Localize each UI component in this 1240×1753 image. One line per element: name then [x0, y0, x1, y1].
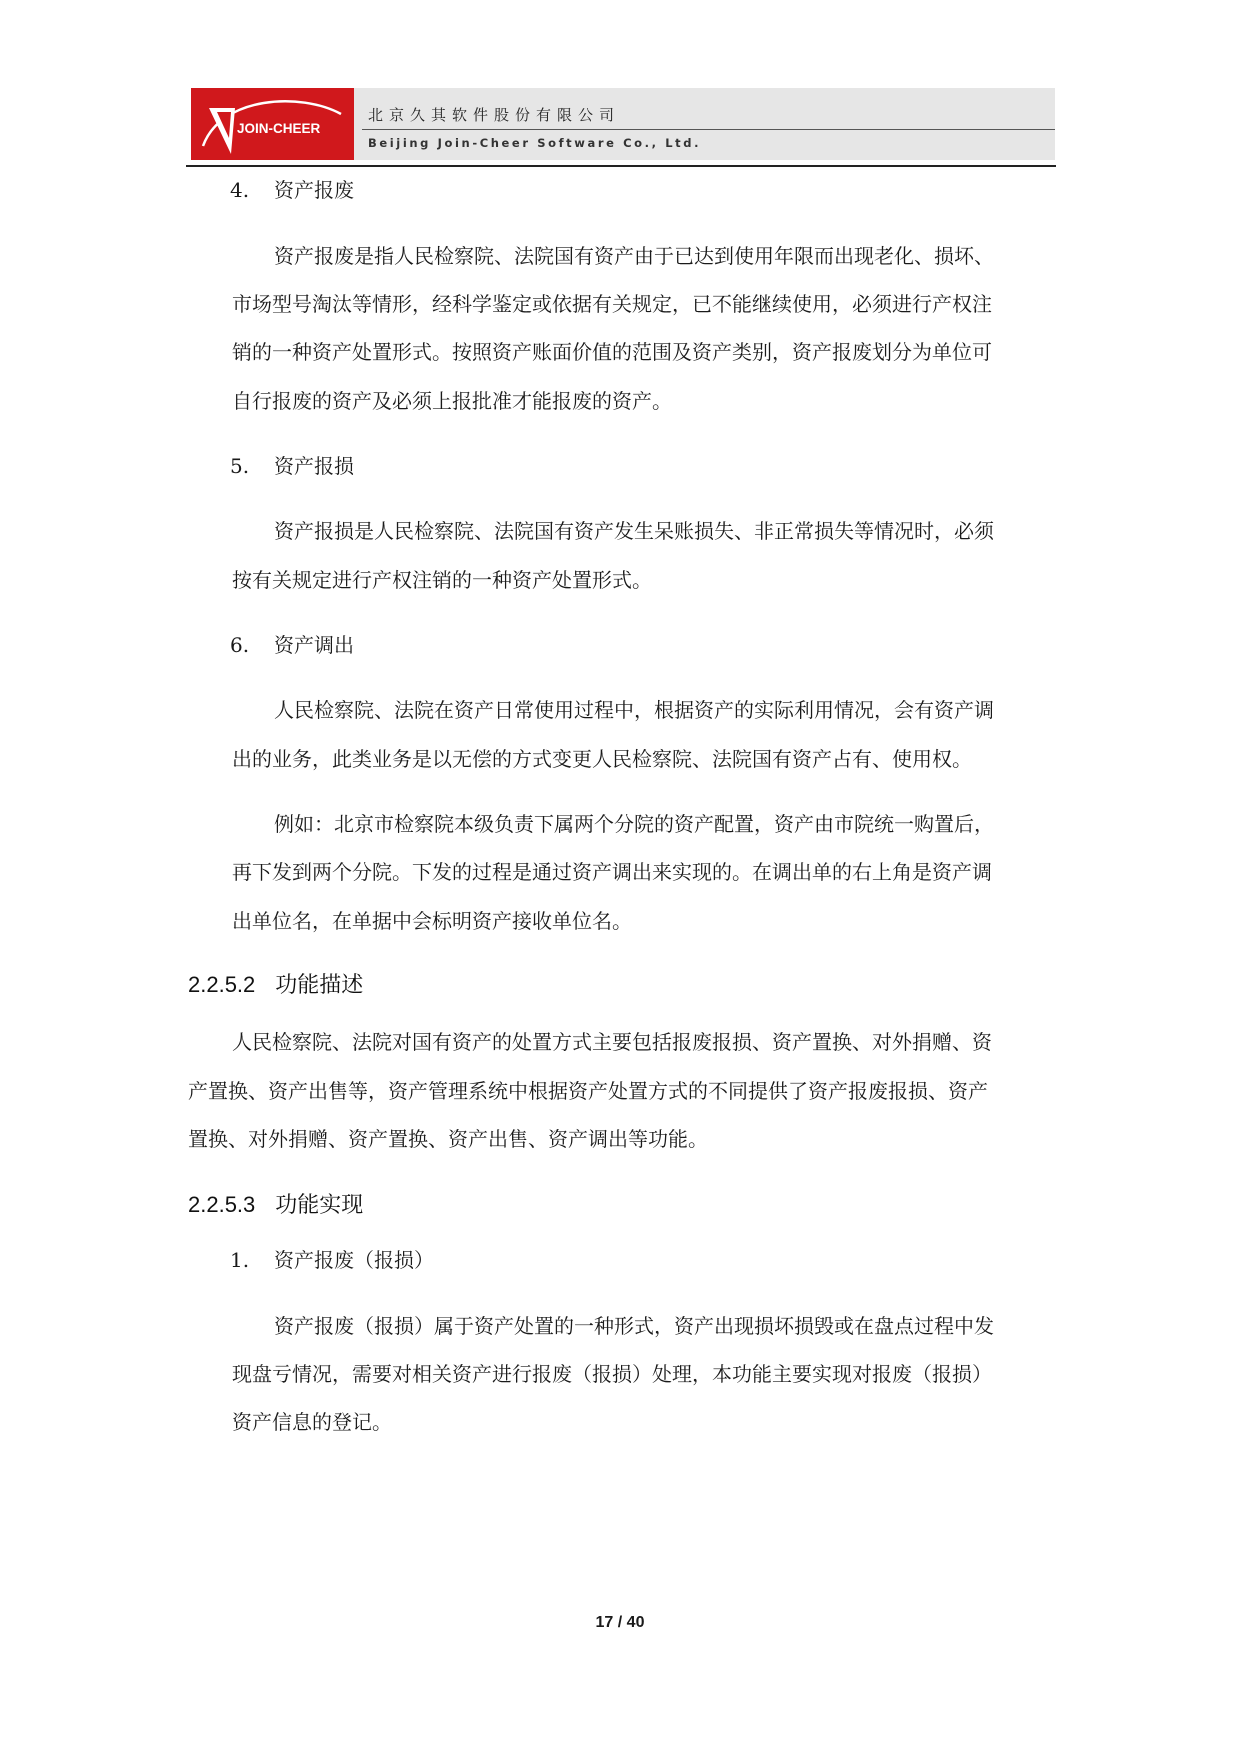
paragraph-line: 出的业务，此类业务是以无偿的方式变更人民检察院、法院国有资产占有、使用权。: [232, 747, 972, 771]
paragraph-line: 人民检察院、法院在资产日常使用过程中，根据资产的实际利用情况，会有资产调: [274, 698, 994, 722]
company-name-english: Beijing Join-Cheer Software Co., Ltd.: [368, 136, 702, 150]
item-number: 5.: [230, 454, 250, 478]
paragraph-line: 自行报废的资产及必须上报批准才能报废的资产。: [232, 389, 672, 413]
paragraph-line: 置换、对外捐赠、资产置换、资产出售、资产调出等功能。: [188, 1127, 708, 1151]
paragraph-line: 资产报损是人民检察院、法院国有资产发生呆账损失、非正常损失等情况时，必须: [274, 519, 994, 543]
item-title: 资产调出: [274, 633, 354, 657]
paragraph-line: 现盘亏情况，需要对相关资产进行报废（报损）处理，本功能主要实现对报废（报损）: [232, 1362, 992, 1386]
section-heading: [188, 1192, 363, 1219]
section-heading-number: 2.2.5.2: [188, 972, 256, 997]
paragraph-line: 按有关规定进行产权注销的一种资产处置形式。: [232, 568, 652, 592]
paragraph-line: 资产报废（报损）属于资产处置的一种形式，资产出现损坏损毁或在盘点过程中发: [274, 1314, 994, 1338]
paragraph-line: 再下发到两个分院。下发的过程是通过资产调出来实现的。在调出单的右上角是资产调: [232, 860, 992, 884]
item-number: 1.: [230, 1248, 250, 1272]
item-number: 4.: [230, 178, 250, 202]
company-name-chinese: 北京久其软件股份有限公司: [368, 106, 621, 124]
paragraph-line: 资产报废是指人民检察院、法院国有资产由于已达到使用年限而出现老化、损坏、: [274, 244, 994, 268]
paragraph-line: 销的一种资产处置形式。按照资产账面价值的范围及资产类别，资产报废划分为单位可: [232, 340, 992, 364]
page-header: [191, 88, 1055, 166]
header-divider: [186, 165, 1056, 167]
paragraph-line: 市场型号淘汰等情形，经科学鉴定或依据有关规定，已不能继续使用，必须进行产权注: [232, 292, 992, 316]
item-title: 资产报废: [274, 178, 354, 202]
section-heading: [188, 972, 363, 999]
item-number: 6.: [230, 633, 250, 657]
item-title: 资产报废（报损）: [274, 1248, 434, 1272]
page-number: 17 / 40: [595, 1614, 645, 1631]
company-logo: [191, 88, 354, 160]
logo-text: JOIN-CHEER: [237, 121, 321, 136]
paragraph-line: 例如：北京市检察院本级负责下属两个分院的资产配置，资产由市院统一购置后，: [274, 812, 994, 836]
paragraph-line: 出单位名，在单据中会标明资产接收单位名。: [232, 909, 632, 933]
section-heading-title: 功能描述: [275, 973, 364, 998]
section-heading-title: 功能实现: [275, 1193, 364, 1218]
paragraph-line: 资产信息的登记。: [232, 1410, 392, 1434]
paragraph-line: 人民检察院、法院对国有资产的处置方式主要包括报废报损、资产置换、对外捐赠、资: [232, 1030, 992, 1054]
section-heading-number: 2.2.5.3: [188, 1192, 256, 1217]
paragraph-line: 产置换、资产出售等，资产管理系统中根据资产处置方式的不同提供了资产报废报损、资产: [188, 1079, 988, 1103]
company-divider: [362, 129, 1055, 130]
company-name-band: [354, 88, 1055, 160]
item-title: 资产报损: [274, 454, 354, 478]
